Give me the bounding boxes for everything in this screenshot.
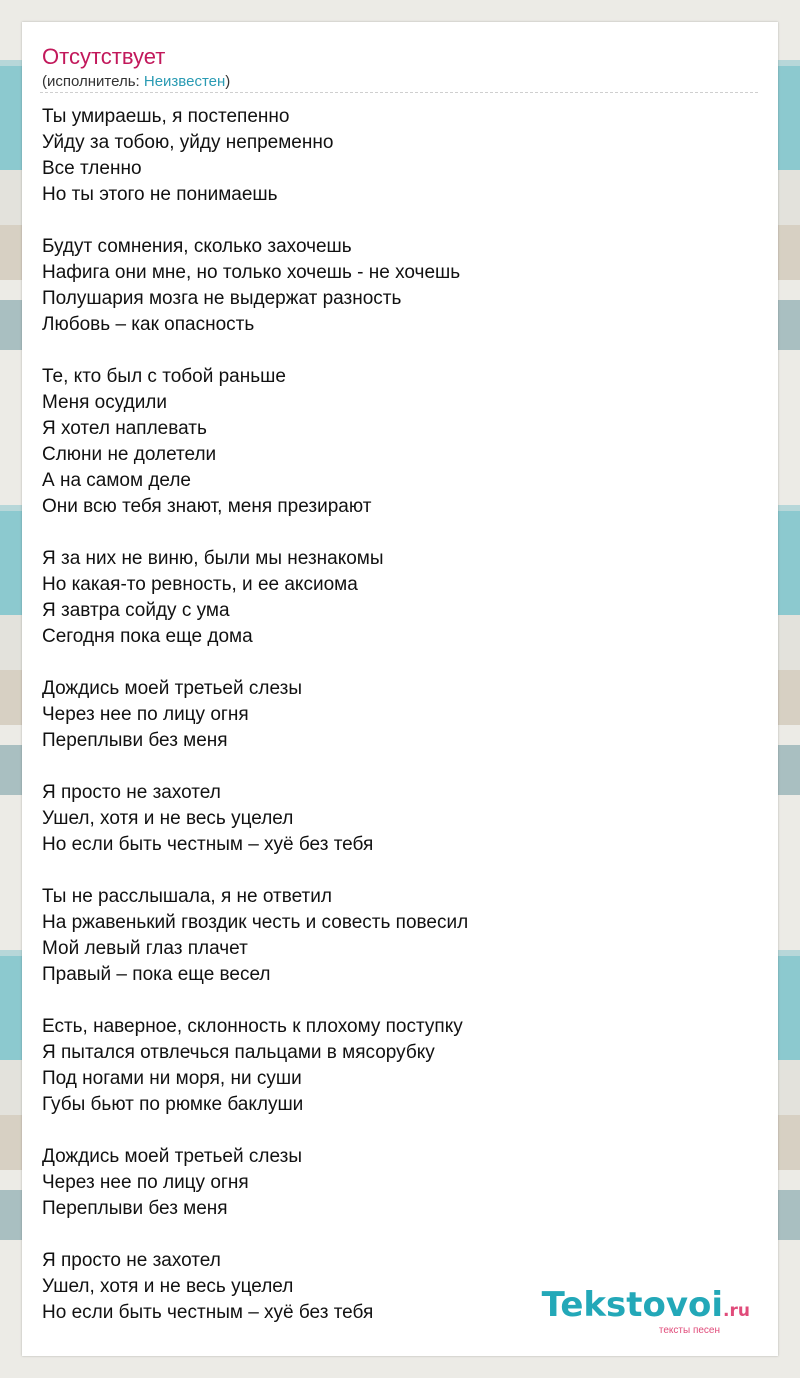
lyrics-line: Дождись моей третьей слезы	[42, 678, 302, 699]
lyrics-line: Я за них не виню, были мы незнакомы	[42, 548, 384, 569]
lyrics-stanza	[42, 364, 742, 520]
lyrics-line: Есть, наверное, склонность к плохому поступку	[42, 1016, 463, 1037]
lyrics-line: Но какая-то ревность, и ее аксиома	[42, 574, 358, 595]
lyrics-stanza	[42, 104, 742, 208]
performer-suffix: )	[225, 73, 231, 90]
lyrics-line: Я хотел наплевать	[42, 418, 207, 439]
lyrics-line: Губы бьют по рюмке баклуши	[42, 1094, 304, 1115]
lyrics-line: Правый – пока еще весел	[42, 964, 271, 985]
logo-name: Tekstovoi	[541, 1285, 724, 1325]
performer-line	[42, 73, 230, 91]
lyrics-line: Ты не расслышала, я не ответил	[42, 886, 332, 907]
lyrics-line: Все тленно	[42, 158, 142, 179]
song-title: Отсутствует	[42, 44, 166, 69]
lyrics-line: Они всю тебя знают, меня презирают	[42, 496, 372, 517]
logo-tld: .ru	[723, 1301, 750, 1321]
lyrics-line: Я завтра сойду с ума	[42, 600, 230, 621]
lyrics-line: Ты умираешь, я постепенно	[42, 106, 290, 127]
lyrics-line: Я пытался отвлечься пальцами в мясорубку	[42, 1042, 435, 1063]
lyrics-line: Нафига они мне, но только хочешь - не хочешь	[42, 262, 461, 283]
lyrics-line: Я просто не захотел	[42, 782, 221, 803]
lyrics-line: Но ты этого не понимаешь	[42, 184, 278, 205]
lyrics-card	[22, 22, 778, 1356]
lyrics-stanza	[42, 234, 742, 338]
lyrics-line: Меня осудили	[42, 392, 168, 413]
lyrics-line: Полушария мозга не выдержат разность	[42, 288, 402, 309]
lyrics-line: Любовь – как опасность	[42, 314, 255, 335]
lyrics-line: Переплыви без меня	[42, 730, 228, 751]
lyrics-stanza	[42, 1144, 742, 1222]
lyrics-stanza	[42, 546, 742, 650]
lyrics-line: Сегодня пока еще дома	[42, 626, 253, 647]
lyrics-line: Уйду за тобою, уйду непременно	[42, 132, 334, 153]
lyrics-line: На ржавенький гвоздик честь и совесть повесил	[42, 912, 469, 933]
logo-tagline: тексты песен	[658, 1325, 720, 1336]
lyrics-line: Те, кто был с тобой раньше	[42, 366, 286, 387]
lyrics-line: Но если быть честным – хуё без тебя	[42, 1302, 374, 1323]
title-divider	[40, 92, 758, 93]
performer-prefix: (исполнитель:	[42, 73, 144, 90]
artist-link[interactable]: Неизвестен	[143, 73, 226, 90]
lyrics-stanza	[42, 884, 742, 988]
lyrics-line: Ушел, хотя и не весь уцелел	[42, 808, 294, 829]
lyrics-line: Ушел, хотя и не весь уцелел	[42, 1276, 294, 1297]
lyrics-line: Переплыви без меня	[42, 1198, 228, 1219]
lyrics-line: Мой левый глаз плачет	[42, 938, 248, 959]
site-logo[interactable]	[542, 1287, 750, 1336]
lyrics-body	[42, 104, 742, 1352]
lyrics-line: Будут сомнения, сколько захочешь	[42, 236, 352, 257]
lyrics-line: Под ногами ни моря, ни суши	[42, 1068, 302, 1089]
lyrics-line: Через нее по лицу огня	[42, 1172, 249, 1193]
lyrics-stanza	[42, 780, 742, 858]
lyrics-stanza	[42, 1014, 742, 1118]
lyrics-line: Дождись моей третьей слезы	[42, 1146, 302, 1167]
lyrics-line: Через нее по лицу огня	[42, 704, 249, 725]
lyrics-line: Слюни не долетели	[42, 444, 217, 465]
lyrics-line: Я просто не захотел	[42, 1250, 221, 1271]
lyrics-line: Но если быть честным – хуё без тебя	[42, 834, 374, 855]
lyrics-stanza	[42, 676, 742, 754]
lyrics-line: А на самом деле	[42, 470, 192, 491]
